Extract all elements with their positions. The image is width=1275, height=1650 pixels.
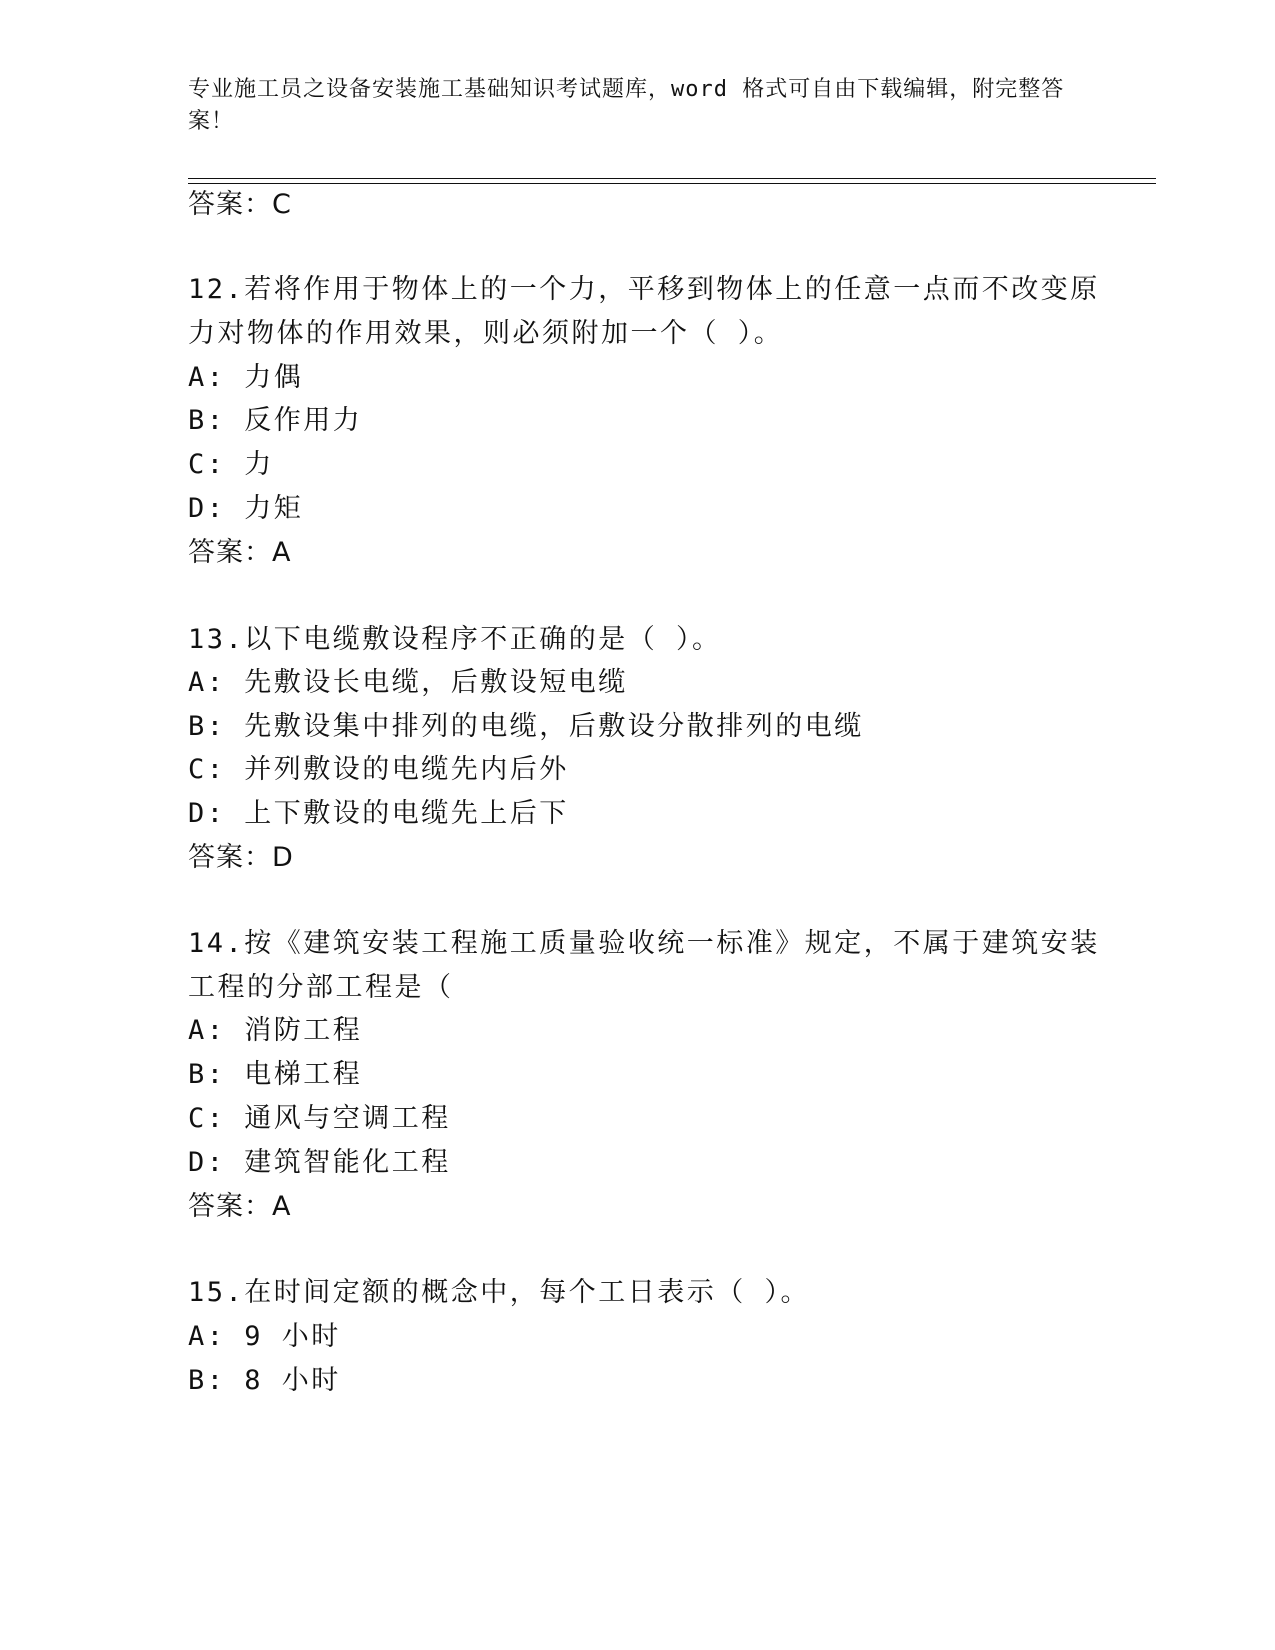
header-divider-top (188, 178, 1156, 179)
question-12-text-line2: 力对物体的作用效果，则必须附加一个（ ）。 (188, 318, 784, 349)
question-12-option-b: B: 反作用力 (188, 405, 363, 436)
question-15-option-b: B: 8 小时 (188, 1365, 341, 1396)
header-divider-bottom (188, 183, 1156, 184)
question-13-option-c: C: 并列敷设的电缆先内后外 (188, 754, 569, 785)
question-14-option-c: C: 通风与空调工程 (188, 1103, 451, 1134)
question-15-text-line1: 15.在时间定额的概念中，每个工日表示（ ）。 (188, 1277, 811, 1308)
question-12-text-line1: 12.若将作用于物体上的一个力，平移到物体上的任意一点而不改变原 (188, 274, 1100, 305)
question-14-text-line1: 14.按《建筑安装工程施工质量验收统一标准》规定，不属于建筑安装 (188, 928, 1100, 959)
question-13-option-b: B: 先敷设集中排列的电缆，后敷设分散排列的电缆 (188, 711, 864, 742)
question-15-option-a: A: 9 小时 (188, 1321, 341, 1352)
question-14-option-b: B: 电梯工程 (188, 1059, 363, 1090)
prev-answer-line (188, 188, 292, 222)
question-13-option-d: D: 上下敷设的电缆先上后下 (188, 798, 569, 829)
answer-label: 答案： (188, 537, 272, 568)
answer-label: 答案： (188, 189, 272, 220)
document-header-note: 专业施工员之设备安装施工基础知识考试题库，word 格式可自由下载编辑，附完整答案！ (188, 77, 1065, 134)
question-13-text-line1: 13.以下电缆敷设程序不正确的是（ ）。 (188, 624, 722, 655)
question-14-option-d: D: 建筑智能化工程 (188, 1147, 451, 1178)
answer-value: A (272, 1191, 292, 1222)
question-13-answer (188, 841, 294, 875)
answer-label: 答案： (188, 842, 272, 873)
question-12-option-c: C: 力 (188, 449, 274, 480)
question-14-text-line2: 工程的分部工程是（ (188, 972, 454, 1003)
question-12-option-a: A: 力偶 (188, 362, 304, 393)
answer-value: C (272, 189, 292, 220)
question-12-option-d: D: 力矩 (188, 493, 304, 524)
question-14-answer (188, 1190, 291, 1224)
question-14-option-a: A: 消防工程 (188, 1015, 363, 1046)
question-13-option-a: A: 先敷设长电缆，后敷设短电缆 (188, 667, 628, 698)
answer-value: D (272, 842, 294, 873)
question-12-answer (188, 536, 291, 570)
answer-label: 答案： (188, 1191, 272, 1222)
answer-value: A (272, 537, 292, 568)
